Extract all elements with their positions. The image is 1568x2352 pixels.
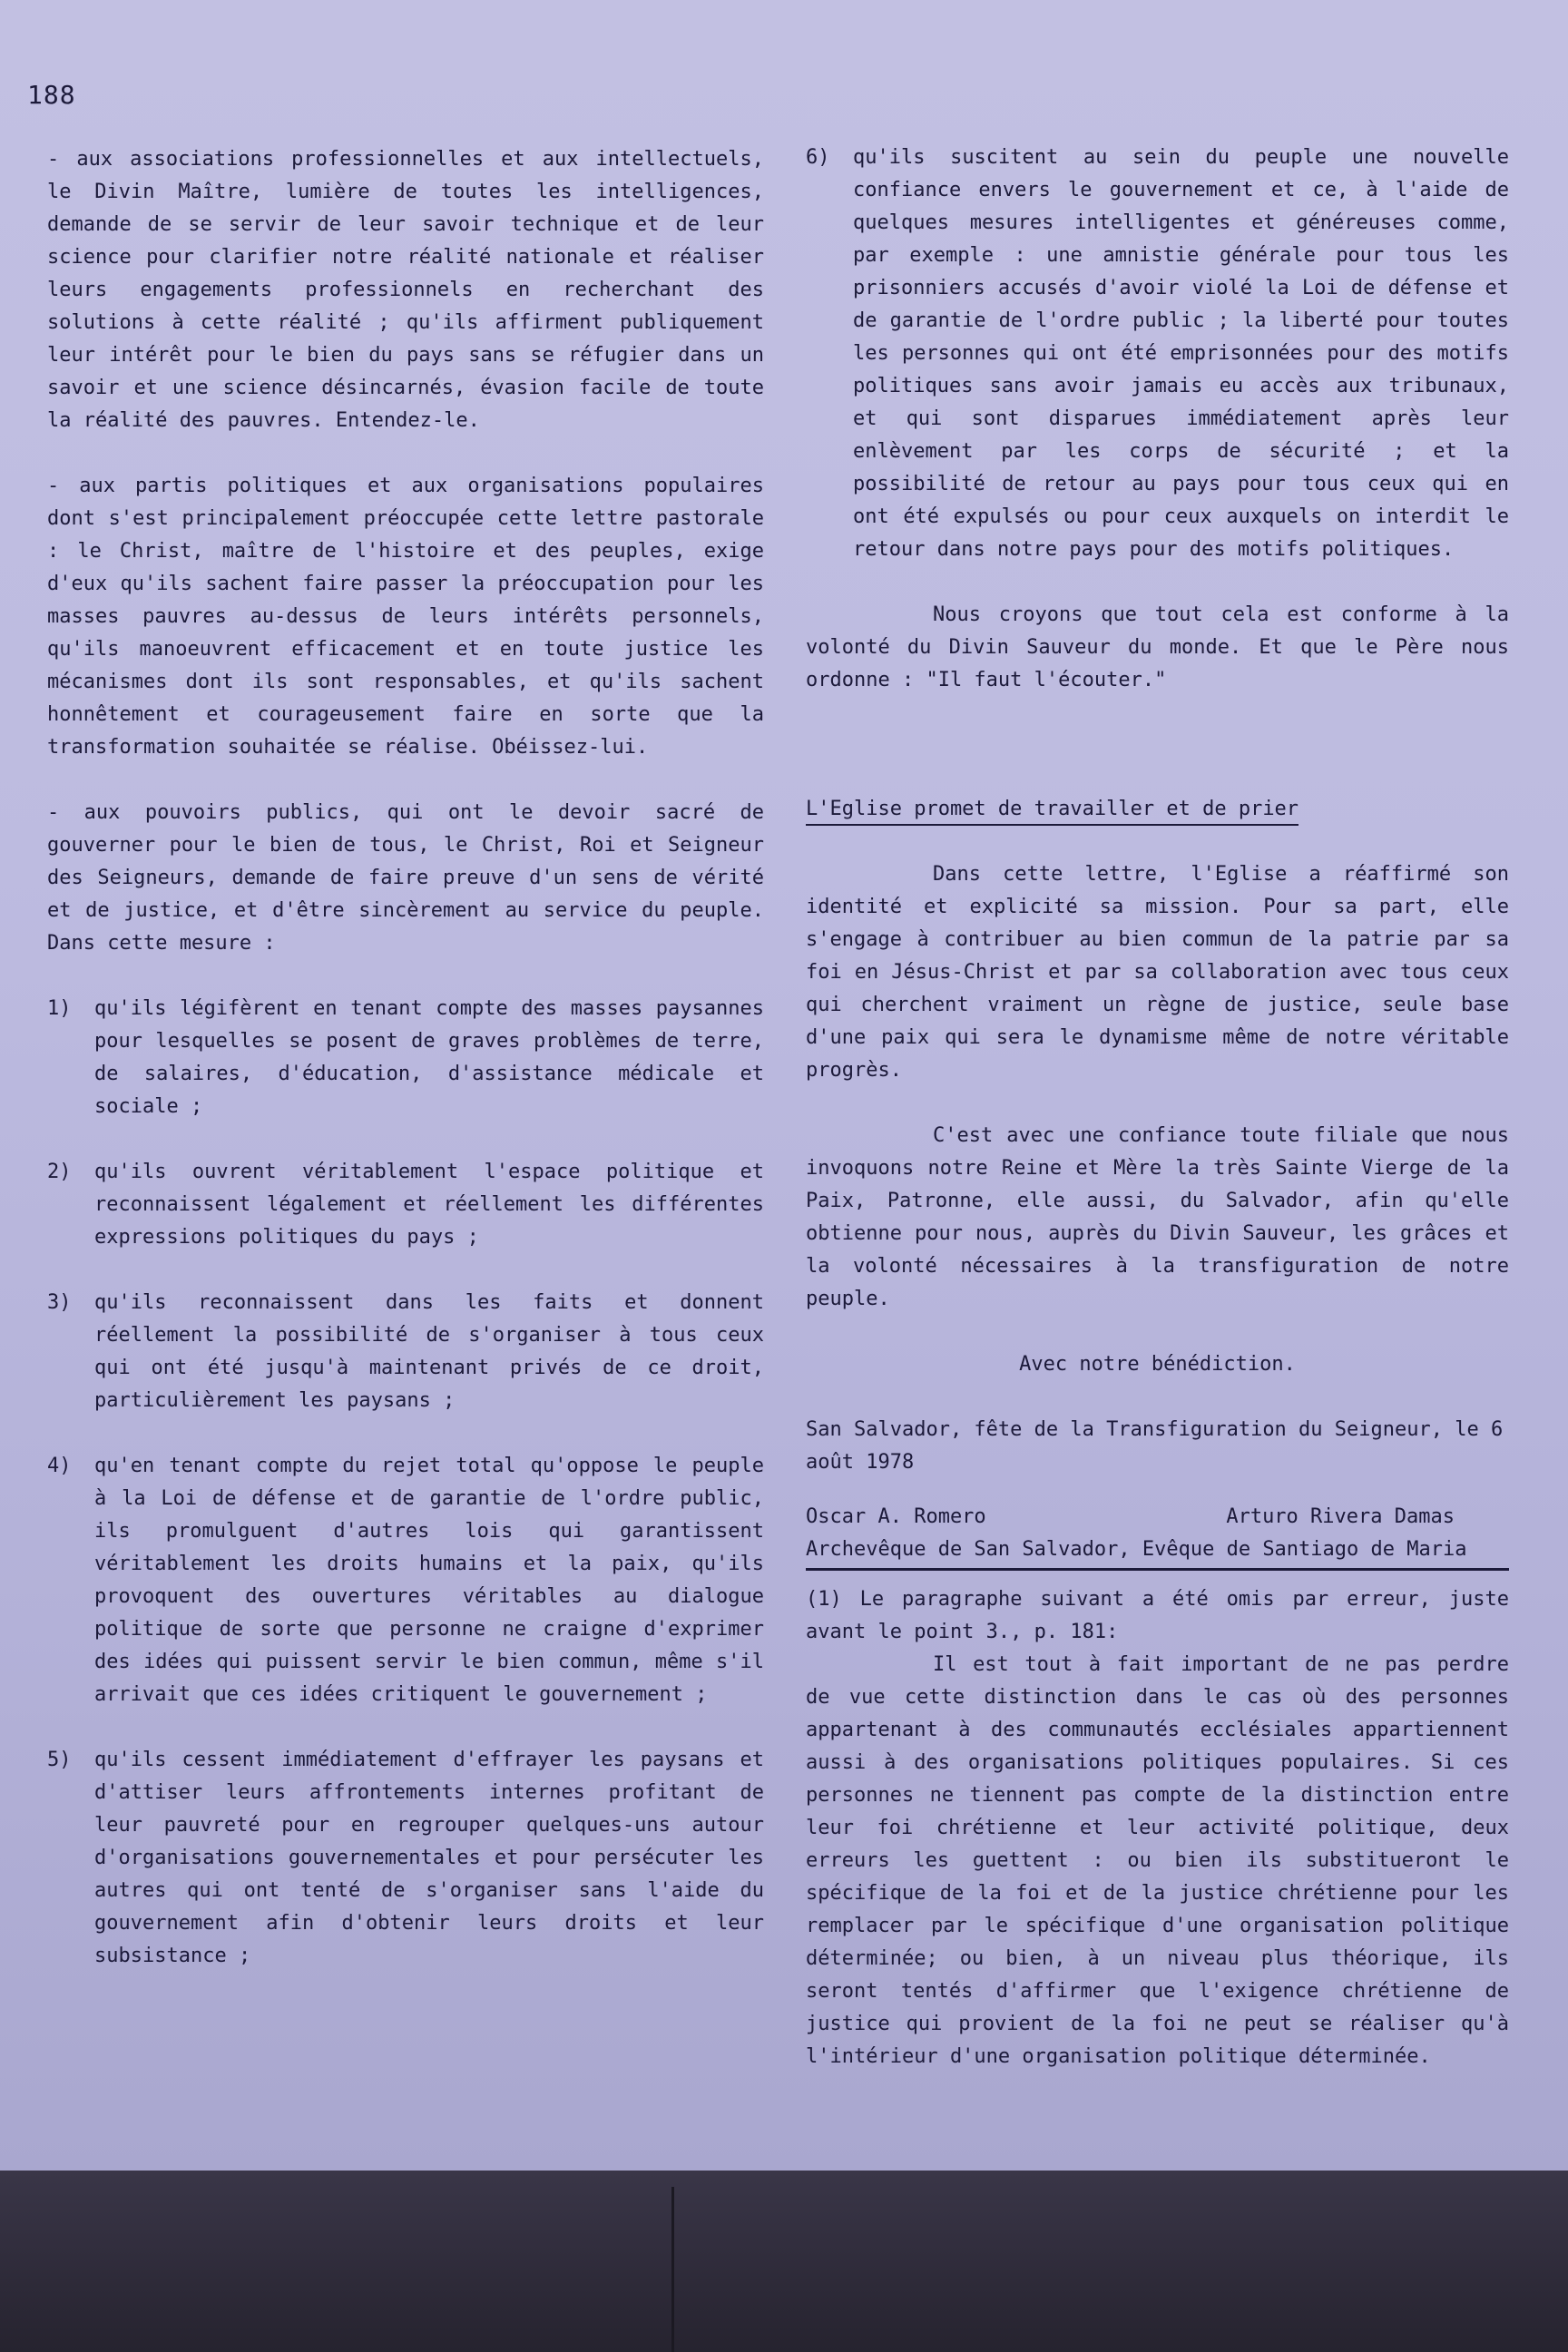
list-item-text: qu'ils suscitent au sein du peuple une nouvelle confiance envers le gouvernement et ce, à l'aide de quelques mesures intelligentes et généreuses comme, par exemple : une amnistie générale pour tous les prisonniers accusés d'avoir violé la Loi de défense et de garantie de l'ordre public ; la liberté pour toutes les personnes qui ont été emprisonnées pour des motifs politiques sans avoir jamais eu accès aux tribunaux, et qui sont disparues immédiatement après leur enlèvement par les corps de sécurité ; et la possibilité de retour au pays pour tous ceux qui en ont été expulsés ou pour ceux auxquels on interdit le retour dans notre pays pour des motifs politiques.	[853, 146, 1509, 561]
list-item-number: 1)	[47, 997, 72, 1020]
list-item-text: qu'ils légifèrent en tenant compte des masses paysannes pour lesquelles se posent de graves problèmes de terre, de salaires, d'éducation, d'assistance médicale et sociale ;	[94, 997, 764, 1118]
list-item-text: qu'ils reconnaissent dans les faits et donnent réellement la possibilité de s'organiser à tous ceux qui ont été jusqu'à maintenant privés de ce droit, particulièrement les paysans ;	[94, 1291, 764, 1412]
right-column	[806, 142, 1509, 2073]
list-item-number: 2)	[47, 1161, 72, 1183]
list-item	[47, 1156, 764, 1254]
signature-names	[806, 1501, 1509, 1534]
list-item	[806, 142, 1509, 566]
list-item	[47, 1287, 764, 1417]
signer-rivera-damas: Arturo Rivera Damas	[1226, 1505, 1455, 1528]
list-item-number: 6)	[806, 146, 830, 169]
list-item-text: qu'ils cessent immédiatement d'effrayer les paysans et d'attiser leurs affrontements internes profitant de leur pauvreté pour en regrouper quelques-uns autour d'organisations gouvernementales et pour persécuter les autres qui ont tenté de s'organiser sans l'aide du gouvernement afin d'obtenir leurs droits et leur subsistance ;	[94, 1749, 764, 1967]
paragraph-conforme: Nous croyons que tout cela est conforme à la volonté du Divin Sauveur du monde. Et que le Père nous ordonne : "Il faut l'écouter."	[806, 603, 1509, 691]
benediction: Avec notre bénédiction.	[1019, 1353, 1296, 1376]
paragraph-confiance: C'est avec une confiance toute filiale que nous invoquons notre Reine et Mère la très Sainte Vierge de la Paix, Patronne, elle aussi, du Salvador, afin qu'elle obtienne pour nous, auprès du Divin Sauveur, les grâces et la volonté nécessaires à la transfiguration de notre peuple.	[806, 1124, 1509, 1310]
signature-date: San Salvador, fête de la Transfiguration du Seigneur, le 6 août 1978	[806, 1418, 1504, 1474]
list-item	[47, 1450, 764, 1711]
paragraph-partis: - aux partis politiques et aux organisations populaires dont s'est principalement préoccupée cette lettre pastorale : le Christ, maître de l'histoire et des peuples, exige d'eux qu'ils sachent faire passer la préoccupation pour les masses pauvres au-dessus de leurs intérêts personnels, qu'ils manoeuvrent efficacement et en toute justice les mécanismes dont ils sont responsables, et qu'ils sachent honnêtement et courageusement faire en sorte que la transformation souhaitée se réalise. Obéissez-lui.	[47, 475, 764, 759]
footnote-body: Il est tout à fait important de ne pas perdre de vue cette distinction dans le cas où des personnes appartenant à des communautés ecclésiales appartiennent aussi à des organisations politiques populaires. Si ces personnes ne tiennent pas compte de la distinction entre leur foi chrétienne et leur activité politique, deux erreurs les guettent : ou bien ils substitueront le spécifique de la foi et de la justice chrétienne pour les remplacer par le spécifique d'une organisation politique déterminée; ou bien, à un niveau plus théorique, ils seront tentés d'affirmer que l'exigence chrétienne de justice qui provient de la foi ne peut se réaliser qu'à l'intérieur d'une organisation politique déterminée.	[806, 1653, 1509, 2068]
paragraph-associations: - aux associations professionnelles et aux intellectuels, le Divin Maître, lumière de toutes les intelligences, demande de se servir de leur savoir technique et de leur science pour clarifier notre réalité nationale et réaliser leurs engagements professionnels en recherchant des solutions à cette réalité ; qu'ils affirment publiquement leur intérêt pour le bien du pays sans se réfugier dans un savoir et une science désincarnés, évasion facile de toute la réalité des pauvres. Entendez-le.	[47, 148, 764, 432]
list-item	[47, 1744, 764, 1973]
background-surface	[0, 2171, 1568, 2352]
section-heading: L'Eglise promet de travailler et de prier	[806, 795, 1298, 826]
background-seam	[671, 2187, 674, 2352]
paragraph-lettre: Dans cette lettre, l'Eglise a réaffirmé son identité et explicité sa mission. Pour sa part, elle s'engage à contribuer au bien commun de la patrie par sa foi en Jésus-Christ et par sa collaboration avec tous ceux qui cherchent vraiment un règne de justice, seule base d'une paix qui sera le dynamisme même de notre véritable progrès.	[806, 863, 1509, 1082]
signer-romero: Oscar A. Romero	[806, 1505, 986, 1528]
paragraph-pouvoirs: - aux pouvoirs publics, qui ont le devoir sacré de gouverner pour le bien de tous, le Christ, Roi et Seigneur des Seigneurs, demande de faire preuve d'un sens de vérité et de justice, et d'être sincèrement au service du peuple. Dans cette mesure :	[47, 801, 764, 955]
footnote-heading: (1) Le paragraphe suivant a été omis par erreur, juste avant le point 3., p. 181:	[806, 1588, 1509, 1643]
list-item	[47, 993, 764, 1123]
page-number: 188	[27, 80, 76, 110]
list-item-text: qu'en tenant compte du rejet total qu'oppose le peuple à la Loi de défense et de garantie de l'ordre public, ils promulguent d'autres lois qui garantissent véritablement les droits humains et la paix, qu'ils provoquent des ouvertures véritables au dialogue politique de sorte que personne ne craigne d'exprimer des idées qui puissent servir le bien commun, même s'il arrivait que ces idées critiquent le gouvernement ;	[94, 1455, 764, 1706]
signature-titles: Archevêque de San Salvador, Evêque de Santiago de Maria	[806, 1534, 1509, 1571]
list-item-number: 4)	[47, 1455, 72, 1477]
list-item-number: 3)	[47, 1291, 72, 1314]
list-item-text: qu'ils ouvrent véritablement l'espace politique et reconnaissent légalement et réellement les différentes expressions politiques du pays ;	[94, 1161, 764, 1249]
left-column	[47, 143, 764, 2005]
list-item-number: 5)	[47, 1749, 72, 1771]
